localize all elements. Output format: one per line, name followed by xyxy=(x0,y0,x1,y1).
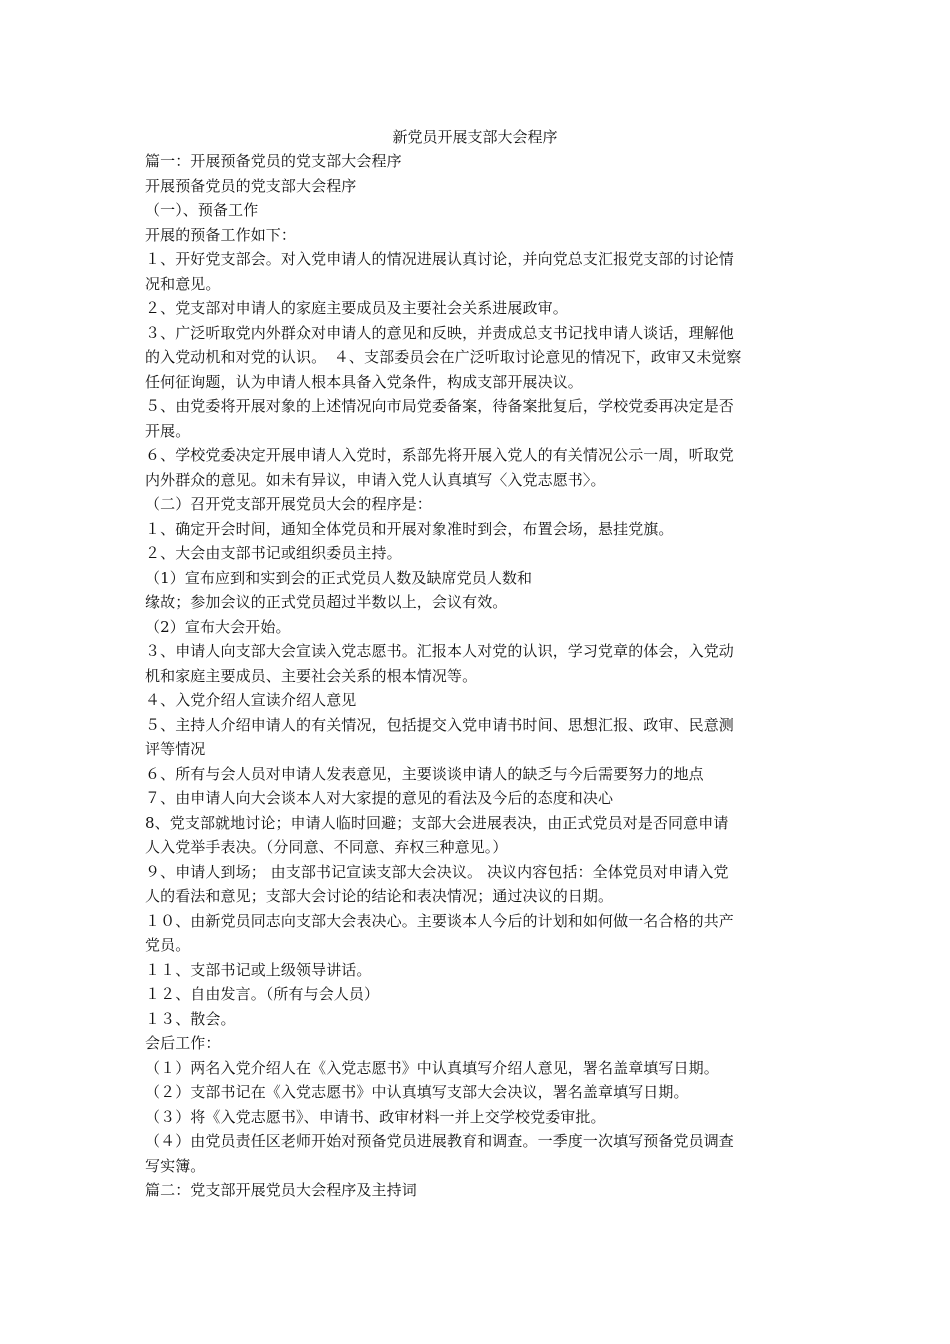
paragraph-line: ５、由党委将开展对象的上述情况向市局党委备案，待备案批复后，学校党委再决定是否 xyxy=(145,397,734,415)
paragraph-line: （1）宣布应到和实到会的正式党员人数及缺席党员人数和 xyxy=(145,568,533,587)
document-title: 新党员开展支部大会程序 xyxy=(392,128,558,146)
paragraph-line: （2）宣布大会开始。 xyxy=(145,617,291,636)
paragraph-line: ３、广泛听取党内外群众对申请人的意见和反映，并责成总支书记找申请人谈话，理解他 xyxy=(145,323,734,342)
paragraph-line: 党员。 xyxy=(145,936,191,954)
paragraph-line: ６、学校党委决定开展申请人入党时，系部先将开展入党人的有关情况公示一周，听取党 xyxy=(145,446,734,464)
paragraph-line: 开展预备党员的党支部大会程序 xyxy=(145,176,357,195)
paragraph-line: １３、散会。 xyxy=(145,1009,236,1028)
paragraph-line: 8、党支部就地讨论；申请人临时回避；支部大会进展表决，由正式党员对是否同意申请 xyxy=(145,813,729,832)
paragraph-line: 况和意见。 xyxy=(145,274,221,293)
paragraph-line: ４、入党介绍人宣读介绍人意见 xyxy=(145,691,357,709)
paragraph-line: １、开好党支部会。对入党申请人的情况进展认真讨论，并向党总支汇报党支部的讨论情 xyxy=(145,250,734,268)
paragraph-line: 开展的预备工作如下： xyxy=(145,225,297,244)
paragraph-line: 缘故；参加会议的正式党员超过半数以上，会议有效。 xyxy=(145,593,508,611)
paragraph-line: 人的看法和意见；支部大会讨论的结论和表决情况；通过决议的日期。 xyxy=(145,887,614,905)
paragraph-line: （一）、预备工作 xyxy=(145,201,259,219)
paragraph-line: １０、由新党员同志向支部大会表决心。主要谈本人今后的计划和如何做一名合格的共产 xyxy=(145,911,734,930)
paragraph-line: ６、所有与会人员对申请人发表意见，主要谈谈申请人的缺乏与今后需要努力的地点 xyxy=(145,764,704,783)
paragraph-line: 的入党动机和对党的认识。 ４、支部委员会在广泛听取讨论意见的情况下，政审又未觉察 xyxy=(145,348,742,366)
paragraph-line: （２）支部书记在《入党志愿书》中认真填写支部大会决议，署名盖章填写日期。 xyxy=(145,1083,689,1101)
paragraph-line: １２、自由发言。（所有与会人员） xyxy=(145,985,380,1003)
paragraph-line: （二）召开党支部开展党员大会的程序是： xyxy=(145,495,432,513)
paragraph-line: 会后工作： xyxy=(145,1034,221,1052)
paragraph-line: 评等情况 xyxy=(145,740,206,758)
paragraph-line: ２、党支部对申请人的家庭主要成员及主要社会关系进展政审。 xyxy=(145,299,568,317)
paragraph-line: １、确定开会时间，通知全体党员和开展对象准时到会，布置会场，悬挂党旗。 xyxy=(145,519,674,538)
paragraph-line: 机和家庭主要成员、主要社会关系的根本情况等。 xyxy=(145,666,478,685)
paragraph-line: 写实簿。 xyxy=(145,1156,206,1175)
paragraph-line: ５、主持人介绍申请人的有关情况，包括提交入党申请书时间、思想汇报、政审、民意测 xyxy=(145,715,734,734)
paragraph-line: 人入党举手表决。（分同意、不同意、弃权三种意见。） xyxy=(145,838,508,856)
paragraph-line: 任何征询题，认为申请人根本具备入党条件，构成支部开展决议。 xyxy=(145,372,583,391)
paragraph-line: （３）将《入党志愿书》、申请书、政审材料一并上交学校党委审批。 xyxy=(145,1107,606,1126)
paragraph-line: ７、由申请人向大会谈本人对大家提的意见的看法及今后的态度和决心 xyxy=(145,789,614,807)
paragraph-line: （４）由党员责任区老师开始对预备党员进展教育和调查。一季度一次填写预备党员调查 xyxy=(145,1132,734,1150)
paragraph-line: 开展。 xyxy=(145,421,191,440)
paragraph-line: ３、申请人向支部大会宣读入党志愿书。汇报本人对党的认识，学习党章的体会，入党动 xyxy=(145,642,734,660)
paragraph-line: 篇二：党支部开展党员大会程序及主持词 xyxy=(145,1181,417,1199)
paragraph-line: ２、大会由支部书记或组织委员主持。 xyxy=(145,544,402,562)
paragraph-line: 内外群众的意见。如未有异议，申请入党人认真填写〈入党志愿书〉。 xyxy=(145,470,606,489)
paragraph-line: 篇一：开展预备党员的党支部大会程序 xyxy=(145,152,402,170)
document-body xyxy=(145,149,810,1203)
paragraph-line: ９、申请人到场； 由支部书记宣读支部大会决议。 决议内容包括：全体党员对申请入党 xyxy=(145,862,729,881)
paragraph-line: １１、支部书记或上级领导讲话。 xyxy=(145,960,372,979)
paragraph-line: （１）两名入党介绍人在《入党志愿书》中认真填写介绍人意见，署名盖章填写日期。 xyxy=(145,1058,719,1077)
